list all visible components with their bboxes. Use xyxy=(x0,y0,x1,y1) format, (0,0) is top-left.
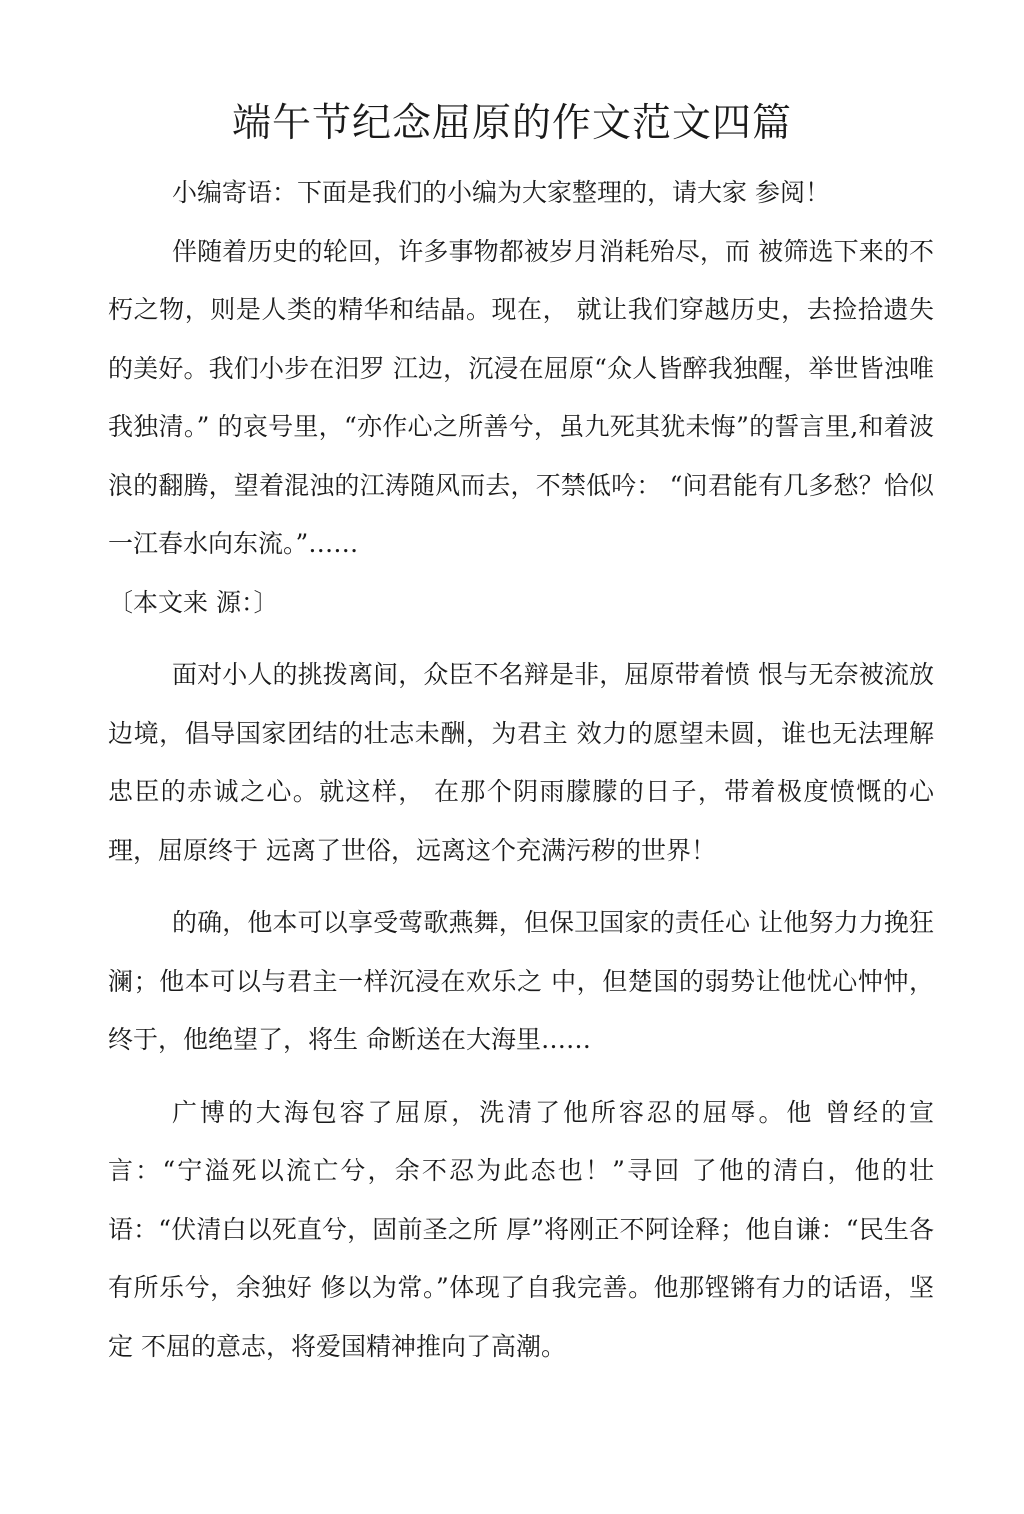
body-paragraph: 的确，他本可以享受莺歌燕舞，但保卫国家的责任心 让他努力力挽狂澜；他本可以与君主一样沉浸在欢乐之 中，但楚国的弱势让他忧心忡忡，终于，他绝望了，将生 命断送在大海里…… xyxy=(108,908,934,1054)
source-note: 〔本文来 源：〕 xyxy=(108,587,279,617)
body-paragraph: 伴随着历史的轮回，许多事物都被岁月消耗殆尽，而 被筛选下来的不朽之物，则是人类的精华和结晶。现在， 就让我们穿越历史，去捡拾遗失的美好。我们小步在汨罗 江边，沉浸在屈原“众人皆醉我独醒，举世皆浊唯我独清。” 的哀号里，“亦作心之所善兮，虽九死其犹未悔”的誓言里,和着波浪的翻腾，望着混浊的江涛随风而去，不禁低吟： “问君能有几多愁？恰似一江春水向东流。”…… xyxy=(108,236,934,558)
body-paragraph: 面对小人的挑拨离间，众臣不名辩是非，屈原带着愤 恨与无奈被流放边境，倡导国家团结的壮志未酬，为君主 效力的愿望未圆，谁也无法理解忠臣的赤诚之心。就这样， 在那个阴雨朦朦的日子，带着极度愤慨的心理，屈原终于 远离了世俗，远离这个充满污秽的世界！ xyxy=(108,660,934,865)
document-title: 端午节纪念屈原的作文范文四篇 xyxy=(231,101,792,146)
intro-paragraph: 小编寄语：下面是我们的小编为大家整理的，请大家 参阅！ xyxy=(172,178,830,207)
body-paragraph: 广博的大海包容了屈原，洗清了他所容忍的屈辱。他 曾经的宣言：“宁溢死以流亡兮，余不忍为此态也！”寻回 了他的清白，他的壮语：“伏清白以死直兮，固前圣之所 厚”将刚正不阿诠释；他自谦：“民生各有所乐兮，余独好 修以为常。”体现了自我完善。他那铿锵有力的话语，坚定 不屈的意志，将爱国精神推向了高潮。 xyxy=(108,1097,934,1361)
document-body xyxy=(108,164,934,1376)
